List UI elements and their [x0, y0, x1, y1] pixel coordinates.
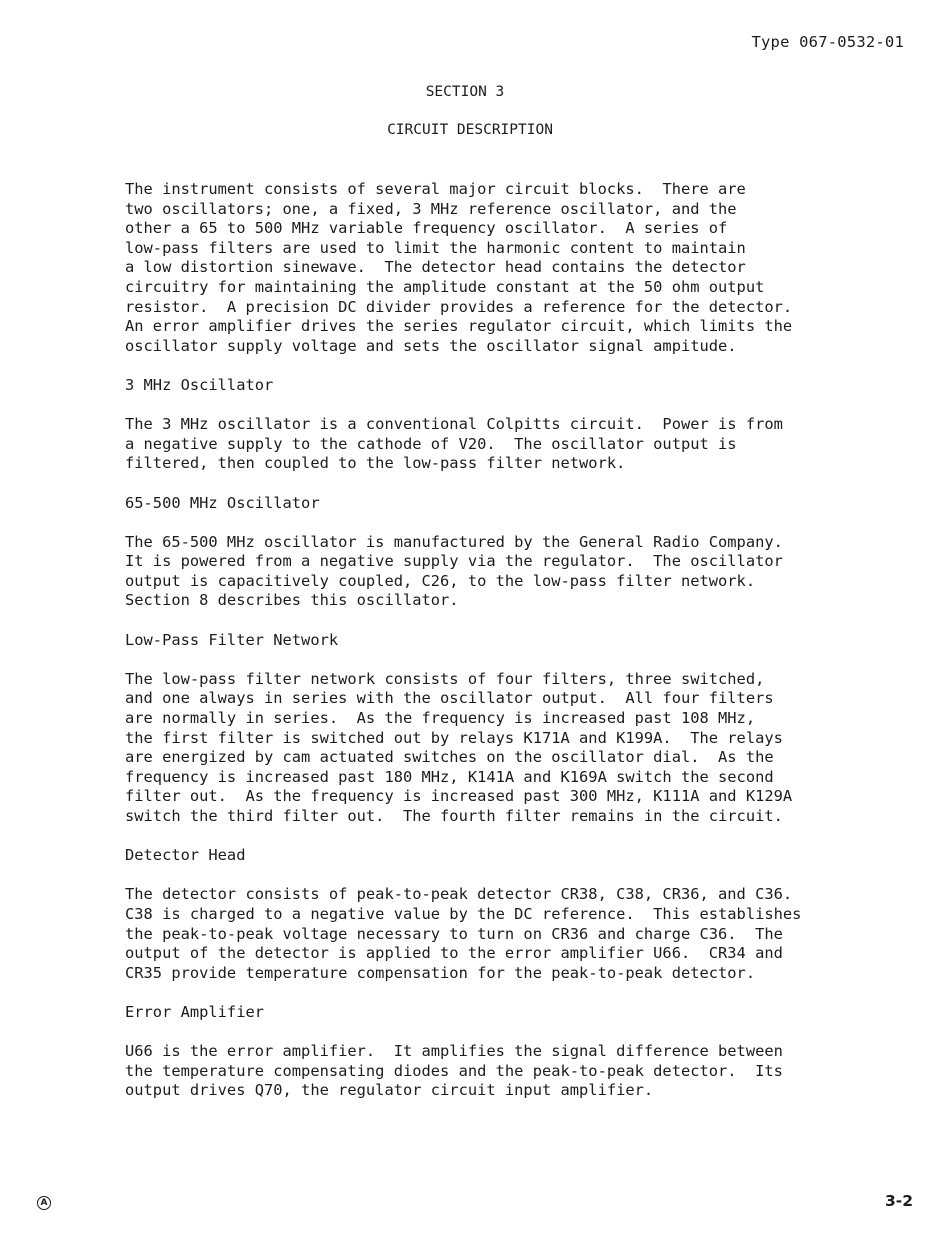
text-line: the first filter is switched out by relays K171A and K199A. The relays [125, 728, 783, 747]
text-line: and one always in series with the oscillator output. All four filters [125, 689, 774, 708]
section-3mhz-oscillator [125, 376, 845, 474]
publisher-logo-icon: A [37, 1196, 51, 1210]
text-line: output is capacitively coupled, C26, to the low-pass filter network. [125, 571, 756, 590]
text-line: the peak-to-peak voltage necessary to turn on CR36 and charge C36. The [125, 924, 783, 943]
text-line: are energized by cam actuated switches on the oscillator dial. As the [125, 748, 774, 767]
text-line: frequency is increased past 180 MHz, K141A and K169A switch the second [125, 767, 774, 786]
text-line: The 3 MHz oscillator is a conventional Colpitts circuit. Power is from [125, 415, 783, 434]
document-body [125, 180, 845, 1101]
text-line: filter out. As the frequency is increased past 300 MHz, K111A and K129A [125, 787, 793, 806]
subsection-heading: Detector Head [125, 846, 246, 865]
section-detector-head [125, 846, 845, 983]
text-line: other a 65 to 500 MHz variable frequency oscillator. A series of [125, 219, 728, 238]
subsection-heading: 3 MHz Oscillator [125, 375, 274, 394]
text-line: The 65-500 MHz oscillator is manufactured by the General Radio Company. [125, 532, 783, 551]
page-number: 3-2 [884, 1192, 913, 1210]
subsection-heading: Low-Pass Filter Network [125, 630, 339, 649]
text-line: It is powered from a negative supply via the regulator. The oscillator [125, 552, 783, 571]
document-type-number: Type 067-0532-01 [751, 33, 904, 51]
text-line: An error amplifier drives the series regulator circuit, which limits the [125, 317, 793, 336]
text-line: low-pass filters are used to limit the harmonic content to maintain [125, 238, 746, 257]
text-line: filtered, then coupled to the low-pass filter network. [125, 454, 626, 473]
text-line: CR35 provide temperature compensation for the peak-to-peak detector. [125, 963, 756, 982]
section-title: CIRCUIT DESCRIPTION [387, 122, 553, 138]
subsection-heading: 65-500 MHz Oscillator [125, 493, 320, 512]
text-line: output drives Q70, the regulator circuit input amplifier. [125, 1081, 654, 1100]
text-line: are normally in series. As the frequency is increased past 108 MHz, [125, 709, 756, 728]
intro-paragraph [125, 180, 845, 356]
text-line: oscillator supply voltage and sets the oscillator signal ampitude. [125, 336, 737, 355]
section-65-500mhz-oscillator [125, 494, 845, 612]
subsection-heading: Error Amplifier [125, 1002, 264, 1021]
text-line: The instrument consists of several major circuit blocks. There are [125, 180, 746, 198]
text-line: U66 is the error amplifier. It amplifies the signal difference between [125, 1042, 783, 1061]
text-line: two oscillators; one, a fixed, 3 MHz reference oscillator, and the [125, 199, 737, 218]
text-line: circuitry for maintaining the amplitude constant at the 50 ohm output [125, 277, 765, 296]
text-line: resistor. A precision DC divider provides a reference for the detector. [125, 297, 793, 316]
text-line: the temperature compensating diodes and the peak-to-peak detector. Its [125, 1061, 783, 1080]
section-low-pass-filter-network [125, 631, 845, 827]
text-line: C38 is charged to a negative value by the DC reference. This establishes [125, 904, 802, 923]
text-line: The detector consists of peak-to-peak detector CR38, C38, CR36, and C36. [125, 885, 793, 904]
text-line: switch the third filter out. The fourth filter remains in the circuit. [125, 807, 783, 825]
text-line: output of the detector is applied to the error amplifier U66. CR34 and [125, 944, 783, 963]
text-line: a negative supply to the cathode of V20. The oscillator output is [125, 434, 737, 453]
text-line: Section 8 describes this oscillator. [125, 591, 459, 610]
section-error-amplifier [125, 1003, 845, 1101]
section-number: SECTION 3 [425, 84, 505, 100]
text-line: a low distortion sinewave. The detector head contains the detector [125, 258, 746, 277]
text-line: The low-pass filter network consists of four filters, three switched, [125, 669, 765, 688]
